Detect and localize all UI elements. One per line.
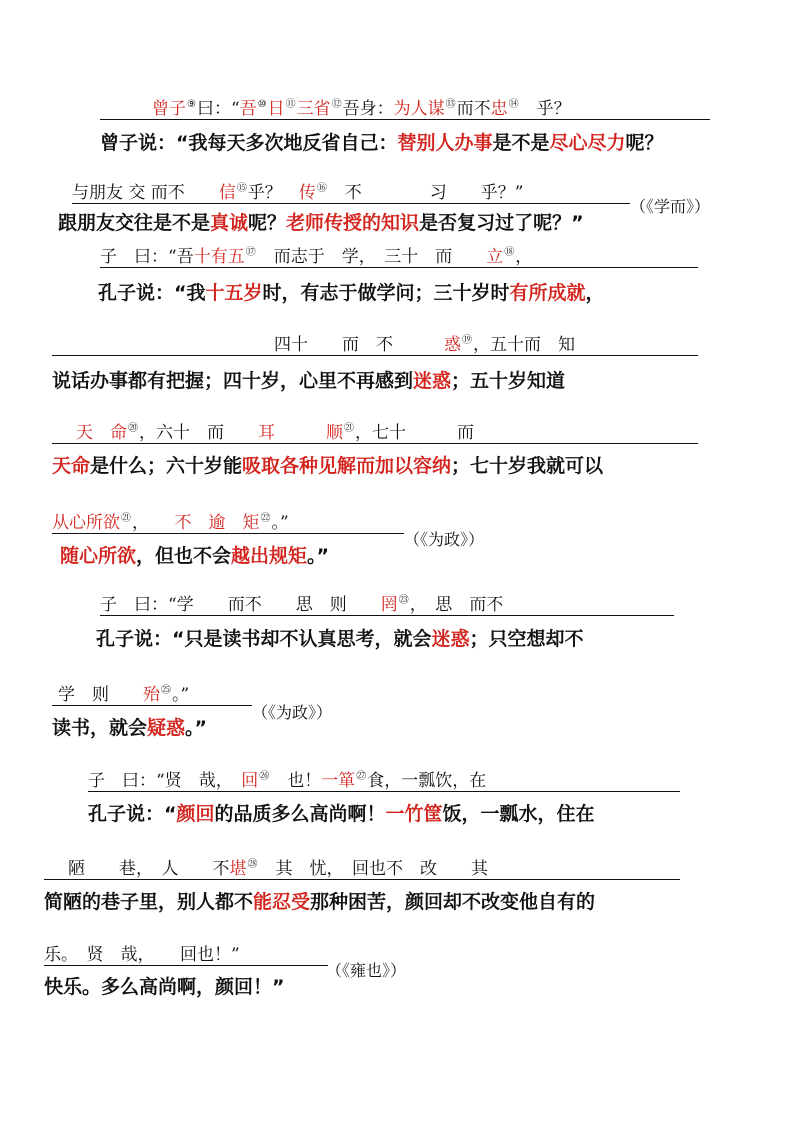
text-segment: 跟朋友交往是不是	[58, 212, 211, 234]
highlighted-text: 忠	[490, 99, 508, 119]
highlighted-text: 三省	[296, 99, 331, 119]
text-segment: 孔子说：“只是读书却不认真思考，就会	[96, 628, 432, 650]
footnote-marker: ㉘	[247, 859, 258, 871]
translation-line-8	[52, 713, 207, 740]
original-line-2	[72, 178, 630, 204]
highlighted-text: 不 逾 矩	[174, 513, 260, 533]
highlighted-text: 曾子	[152, 99, 186, 119]
highlighted-text: 从心所欲	[52, 513, 120, 533]
translation-line-7	[96, 624, 584, 651]
source-weizheng-2: （《为政》）	[252, 703, 333, 722]
footnote-marker: ⑱	[504, 247, 515, 259]
text-segment: 四十 而 不	[274, 335, 444, 355]
text-segment: ，	[132, 513, 175, 533]
translation-line-9	[88, 799, 595, 826]
highlighted-text: 十有五	[193, 247, 245, 267]
text-segment: ，五十而 知	[473, 335, 575, 355]
text-segment: ，但也不会	[136, 545, 232, 567]
highlighted-text: 颜回	[176, 803, 215, 825]
highlighted-text: 一箪	[321, 771, 356, 791]
highlighted-text: 罔	[380, 595, 398, 615]
text-segment: 乐。 贤 哉， 回也！”	[44, 945, 240, 965]
highlighted-text: 天命	[52, 455, 91, 477]
footnote-marker: ⑰	[245, 247, 256, 259]
text-segment: ；只空想却不	[469, 628, 584, 650]
text-segment: 其 忧， 回也不 改 其	[258, 859, 488, 879]
original-line-3	[100, 242, 698, 268]
text-segment: 时，有志于做学问；三十岁时	[262, 282, 510, 304]
text-segment: 乎？	[247, 183, 299, 203]
text-segment: ， 思 而不	[409, 595, 504, 615]
highlighted-text: 殆	[143, 685, 160, 705]
text-segment: 呢？	[625, 132, 664, 154]
text-segment: 说话办事都有把握；四十岁，心里不再感到	[52, 370, 414, 392]
highlighted-text: 有所成就	[509, 282, 586, 304]
source-xuer: （《学而》）	[630, 197, 711, 216]
highlighted-text: 信	[218, 183, 236, 203]
text-segment: 而不	[456, 99, 491, 119]
highlighted-text: 随心所欲	[60, 545, 137, 567]
text-segment: 是否复习过了呢？”	[419, 212, 584, 234]
text-segment: 与朋友 交 而不	[72, 183, 219, 203]
highlighted-text: 吸取各种见解而加以容纳	[242, 455, 452, 477]
text-segment: 而志于 学， 三十 而	[256, 247, 487, 267]
highlighted-text: 迷惑	[431, 628, 470, 650]
text-segment: 简陋的巷子里，别人都不	[44, 891, 254, 913]
footnote-marker: ⑯	[316, 183, 327, 195]
translation-line-11	[44, 972, 285, 999]
footnote-marker: ㉑	[344, 423, 354, 435]
translation-line-10	[44, 887, 595, 914]
footnote-marker: ⑳	[128, 423, 138, 435]
text-segment: 饭，一瓢水，住在	[442, 803, 595, 825]
highlighted-text: 疑惑	[147, 717, 186, 739]
text-segment: ；七十岁我就可以	[451, 455, 604, 477]
text-segment: 那种困苦，颜回却不改变他自有的	[310, 891, 596, 913]
translation-line-5	[52, 451, 603, 478]
text-segment: 是不是	[492, 132, 550, 154]
highlighted-text: 立	[486, 247, 504, 267]
footnote-marker: ⑬	[445, 99, 456, 111]
original-line-8	[52, 680, 252, 706]
text-segment: ，	[515, 247, 533, 267]
text-segment: ；五十岁知道	[451, 370, 566, 392]
text-segment: 呢？	[248, 212, 287, 234]
translation-line-4	[52, 366, 565, 393]
translation-line-6	[60, 541, 329, 568]
footnote-marker: ㉒	[260, 513, 271, 525]
text-segment: ，六十 而	[139, 423, 258, 443]
original-line-11	[44, 940, 328, 966]
footnote-marker: ㉑	[121, 513, 131, 525]
text-segment: 。”	[307, 545, 330, 567]
highlighted-text: 越出规矩	[231, 545, 308, 567]
footnote-marker: ㉓	[398, 595, 409, 607]
text-segment: 子 曰：“学 而不 思 则	[100, 595, 381, 615]
footnote-marker: ⑭	[508, 99, 519, 111]
text-segment: 曰：“	[196, 99, 240, 119]
original-line-5	[52, 418, 698, 444]
text-segment: 吾身：	[342, 99, 394, 119]
translation-line-2	[58, 208, 584, 235]
highlighted-text: 为人谋	[393, 99, 445, 119]
text-segment: 陋 巷， 人 不	[68, 859, 230, 879]
highlighted-text: 一竹筐	[385, 803, 443, 825]
original-line-1	[100, 94, 710, 120]
text-segment: 乎？	[519, 99, 571, 119]
text-segment: 不 习 乎？”	[327, 183, 524, 203]
text-segment: 是什么；六十岁能	[90, 455, 243, 477]
footnote-marker: ㉕	[161, 685, 171, 697]
original-line-6	[52, 508, 404, 534]
text-segment: 曾子说：“我每天多次地反省自己：	[100, 132, 398, 154]
highlighted-text: 耳 顺	[258, 423, 343, 443]
source-yongye: （《雍也》）	[326, 961, 407, 980]
text-segment: 。”	[185, 717, 208, 739]
source-weizheng-1: （《为政》）	[404, 530, 485, 549]
highlighted-text: 迷惑	[413, 370, 452, 392]
text-segment: 子 曰：“贤 哉，	[88, 771, 242, 791]
highlighted-text: 日	[267, 99, 285, 119]
footnote-marker: ⑪	[285, 99, 296, 111]
original-line-10	[44, 854, 680, 880]
text-segment: ，七十 而	[355, 423, 474, 443]
translation-line-3	[98, 278, 605, 305]
text-segment: 。”	[271, 513, 289, 533]
footnote-marker: ⑩	[257, 99, 267, 111]
text-segment: 孔子说：“我	[98, 282, 206, 304]
highlighted-text: 尽心尽力	[549, 132, 626, 154]
highlighted-text: 惑	[444, 335, 461, 355]
text-segment: 子 曰：“吾	[100, 247, 194, 267]
highlighted-text: 堪	[229, 859, 247, 879]
text-segment: 食，一瓢饮，在	[367, 771, 487, 791]
highlighted-text: 替别人办事	[397, 132, 493, 154]
text-segment: 学 则	[58, 685, 143, 705]
highlighted-text: 回	[241, 771, 259, 791]
highlighted-text: 传	[298, 183, 316, 203]
translation-line-1	[100, 128, 664, 155]
highlighted-text: 老师传授的知识	[286, 212, 420, 234]
text-segment: ，	[585, 282, 605, 304]
footnote-marker: ⑫	[331, 99, 342, 111]
text-segment: 的品质多么高尚啊！	[214, 803, 386, 825]
footnote-marker: ㉗	[356, 771, 367, 783]
highlighted-text: 吾	[239, 99, 257, 119]
highlighted-text: 天 命	[76, 423, 127, 443]
highlighted-text: 十五岁	[205, 282, 263, 304]
text-segment: 孔子说：“	[88, 803, 177, 825]
text-segment: 。”	[172, 685, 190, 705]
text-segment: 也！	[270, 771, 322, 791]
highlighted-text: 能忍受	[253, 891, 311, 913]
footnote-marker: ⑮	[236, 183, 247, 195]
footnote-marker: ⑲	[462, 335, 472, 347]
footnote-marker: ⑨	[187, 99, 196, 111]
text-segment: 快乐。多么高尚啊，颜回！”	[44, 976, 285, 998]
original-line-7	[100, 590, 674, 616]
original-line-9	[88, 766, 680, 792]
footnote-marker: ㉖	[259, 771, 270, 783]
highlighted-text: 真诚	[210, 212, 249, 234]
original-line-4	[52, 330, 698, 356]
text-segment: 读书，就会	[52, 717, 148, 739]
